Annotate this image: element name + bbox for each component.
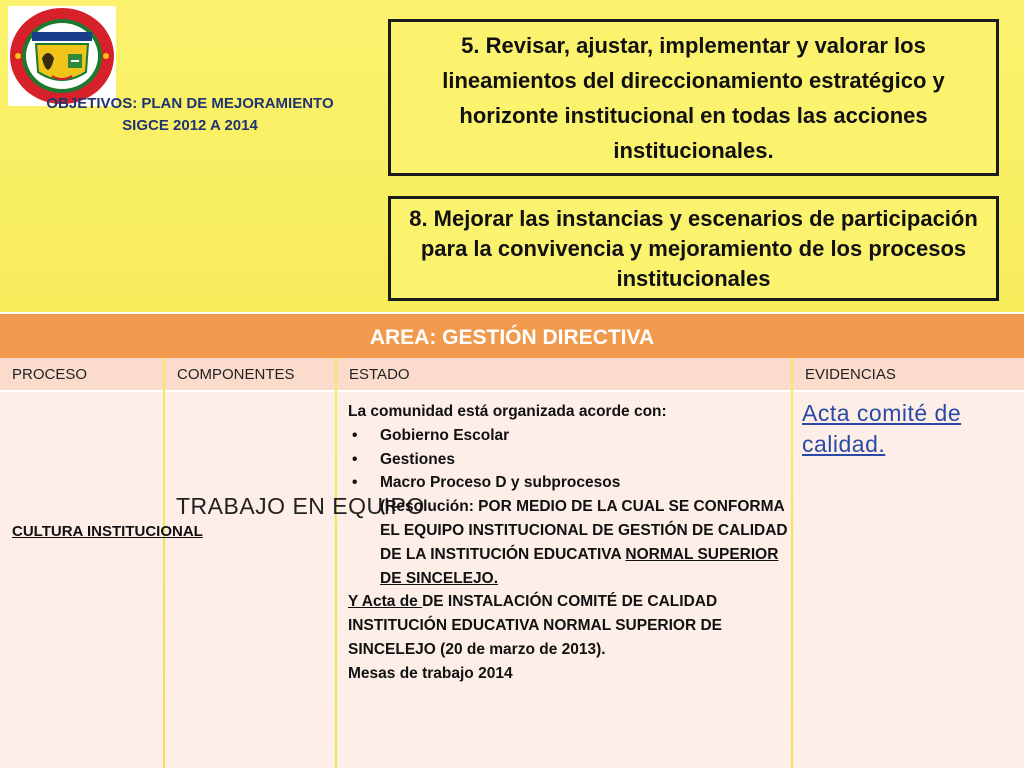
- componentes-value: TRABAJO EN EQUIPO: [176, 493, 425, 519]
- header-componentes: [165, 358, 335, 392]
- area-title-bar: [0, 312, 1024, 358]
- acta-line: Y Acta de DE INSTALACIÓN COMITÉ DE CALIDAD: [348, 593, 718, 611]
- evidencias-link[interactable]: Acta comité de calidad.: [802, 400, 962, 457]
- estado-bullet: • Gestiones: [348, 448, 788, 472]
- objective-5-text: 5. Revisar, ajustar, implementar y valorar los lineamientos del direccionamiento estratégico y horizonte institucional en todas las acciones institucionales.: [442, 32, 945, 163]
- area-title: AREA: GESTIÓN DIRECTIVA: [369, 326, 655, 349]
- proceso-value: CULTURA INSTITUCIONAL: [12, 523, 203, 540]
- header-proceso-label: PROCESO: [12, 365, 88, 383]
- objective-8-text: 8. Mejorar las instancias y escenarios de participación para la convivencia y mejoramiento de los procesos institucionales: [409, 205, 978, 291]
- resolucion-text: (Resolución: POR MEDIO DE LA CUAL SE CONFORMA EL EQUIPO INSTITUCIONAL DE GESTIÓN DE CALIDAD DE LA INSTITUCIÓN EDUCATIVA: [380, 498, 788, 563]
- estado-list: [348, 424, 788, 591]
- estado-text: [348, 400, 788, 686]
- acta-de-underlined: Y Acta de: [348, 593, 423, 611]
- header-componentes-label: COMPONENTES: [177, 365, 295, 383]
- normal-superior-underlined: NORMAL SUPERIOR DE SINCELEJO.: [380, 545, 779, 587]
- objective-5-box: [388, 19, 999, 176]
- header-estado-label: ESTADO: [349, 365, 410, 383]
- estado-bullet: • Gobierno Escolar: [348, 424, 788, 448]
- objective-8-box: [388, 196, 999, 301]
- estado-bullet: • Macro Proceso D y subprocesos (Resolución: POR MEDIO DE LA CUAL SE CONFORMA EL EQUIPO INSTITUCIONAL DE GESTIÓN DE CALIDAD DE LA INSTITUCIÓN EDUCATIVA NORMAL SUPERIOR DE SINCELEJO.: [348, 471, 788, 590]
- cell-componentes: [165, 392, 335, 768]
- institucion-line: INSTITUCIÓN EDUCATIVA NORMAL SUPERIOR DE SINCELEJO (20 de marzo de 2013).: [348, 617, 723, 658]
- school-seal-logo: [8, 6, 116, 106]
- mesas-line: Mesas de trabajo 2014: [348, 664, 513, 682]
- header-evidencias-label: EVIDENCIAS: [805, 365, 896, 383]
- header-proceso: [0, 358, 163, 392]
- header-estado: [337, 358, 791, 392]
- header-evidencias: [793, 358, 1024, 392]
- estado-intro: La comunidad está organizada acorde con:: [348, 403, 667, 420]
- cell-proceso: [0, 392, 163, 768]
- objetivos-title: OBJETIVOS: PLAN DE MEJORAMIENTO SIGCE 2012 A 2014: [46, 95, 334, 134]
